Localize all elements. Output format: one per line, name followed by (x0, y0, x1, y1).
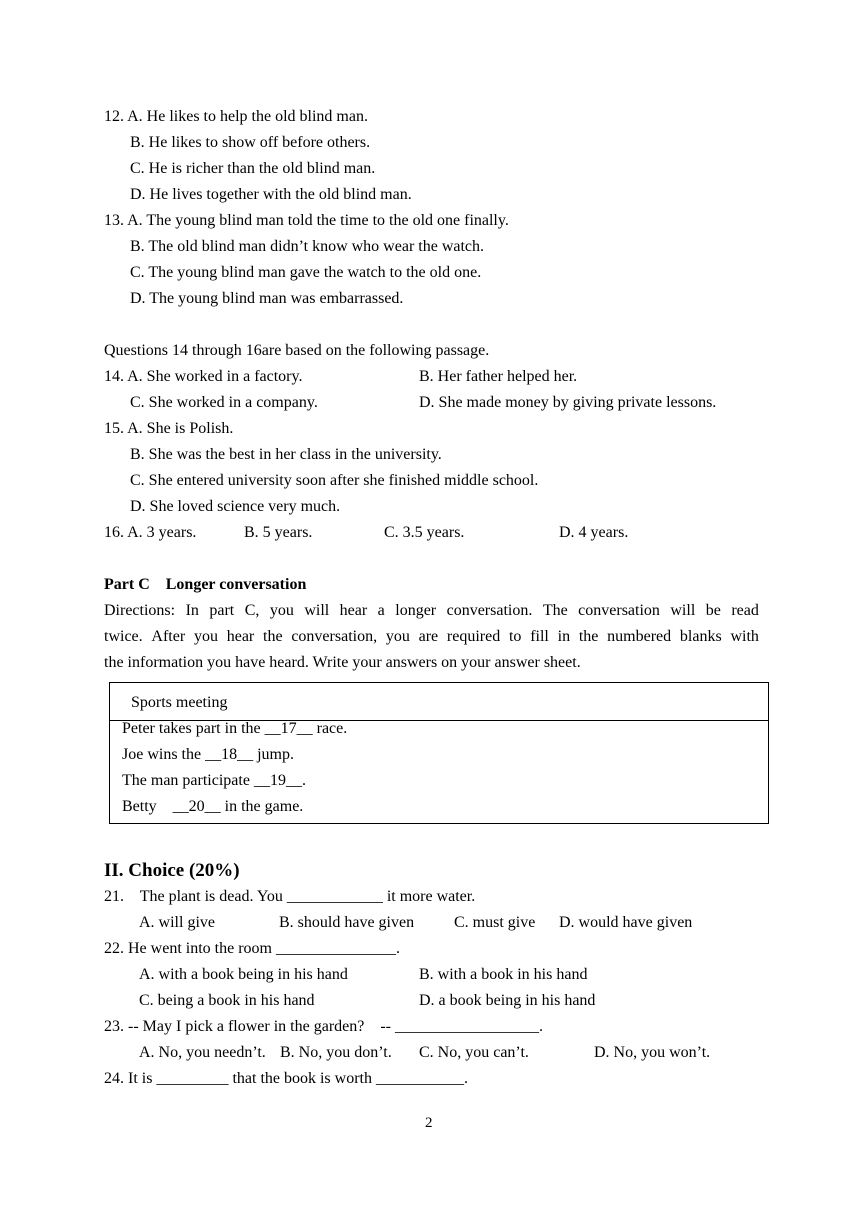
q21-option-b: B. should have given (279, 914, 415, 931)
part-c-title: Part C Longer conversation (104, 576, 307, 593)
q16-option-c: C. 3.5 years. (384, 524, 465, 541)
section-2-title: II. Choice (20%) (104, 860, 240, 881)
q13-option-b: B. The old blind man didn’t know who wear the watch. (130, 238, 485, 255)
q23-option-d: D. No, you won’t. (594, 1044, 711, 1061)
q22-option-a: A. with a book being in his hand (139, 966, 348, 983)
q15-option-b: B. She was the best in her class in the university. (130, 446, 442, 463)
q12-option-a: 12. A. He likes to help the old blind man. (104, 108, 368, 125)
q15-option-c: C. She entered university soon after she finished middle school. (130, 472, 539, 489)
q13-option-d: D. The young blind man was embarrassed. (130, 290, 404, 307)
table-row-19: The man participate __19__. (122, 772, 306, 789)
q15-option-a: 15. A. She is Polish. (104, 420, 234, 437)
table-row-18: Joe wins the __18__ jump. (122, 746, 294, 763)
passage-intro: Questions 14 through 16are based on the following passage. (104, 342, 490, 359)
q12-option-c: C. He is richer than the old blind man. (130, 160, 376, 177)
q15-option-d: D. She loved science very much. (130, 498, 341, 515)
q24-stem: 24. It is _________ that the book is worth ___________. (104, 1070, 468, 1087)
q16-option-a: 16. A. 3 years. (104, 524, 197, 541)
directions-line-3: the information you have heard. Write your answers on your answer sheet. (104, 654, 581, 671)
q23-stem: 23. -- May I pick a flower in the garden? -- __________________. (104, 1018, 543, 1035)
q13-option-c: C. The young blind man gave the watch to the old one. (130, 264, 482, 281)
q14-option-b: B. Her father helped her. (419, 368, 578, 385)
table-row-20: Betty __20__ in the game. (122, 798, 304, 815)
q13-option-a: 13. A. The young blind man told the time to the old one finally. (104, 212, 509, 229)
page-number: 2 (425, 1115, 433, 1131)
q23-option-a: A. No, you needn’t. (139, 1044, 266, 1061)
q23-option-c: C. No, you can’t. (419, 1044, 529, 1061)
q12-option-d: D. He lives together with the old blind man. (130, 186, 412, 203)
q14-option-c: C. She worked in a company. (130, 394, 318, 411)
directions-line-2: twice. After you hear the conversation, you are required to fill in the numbered blanks with (104, 628, 759, 645)
q23-option-b: B. No, you don’t. (280, 1044, 392, 1061)
q22-stem: 22. He went into the room _______________. (104, 940, 400, 957)
q21-option-c: C. must give (454, 914, 536, 931)
q21-option-d: D. would have given (559, 914, 693, 931)
table-row-17: Peter takes part in the __17__ race. (122, 720, 348, 737)
q21-option-a: A. will give (139, 914, 215, 931)
q14-option-d: D. She made money by giving private lessons. (419, 394, 717, 411)
directions-line-1: Directions: In part C, you will hear a longer conversation. The conversation will be read (104, 602, 759, 619)
q22-option-c: C. being a book in his hand (139, 992, 315, 1009)
q16-option-b: B. 5 years. (244, 524, 313, 541)
q12-option-b: B. He likes to show off before others. (130, 134, 371, 151)
q14-option-a: 14. A. She worked in a factory. (104, 368, 303, 385)
q22-option-d: D. a book being in his hand (419, 992, 596, 1009)
q22-option-b: B. with a book in his hand (419, 966, 588, 983)
q21-stem: 21. The plant is dead. You ____________ it more water. (104, 888, 476, 905)
table-header: Sports meeting (131, 694, 228, 711)
q16-option-d: D. 4 years. (559, 524, 629, 541)
